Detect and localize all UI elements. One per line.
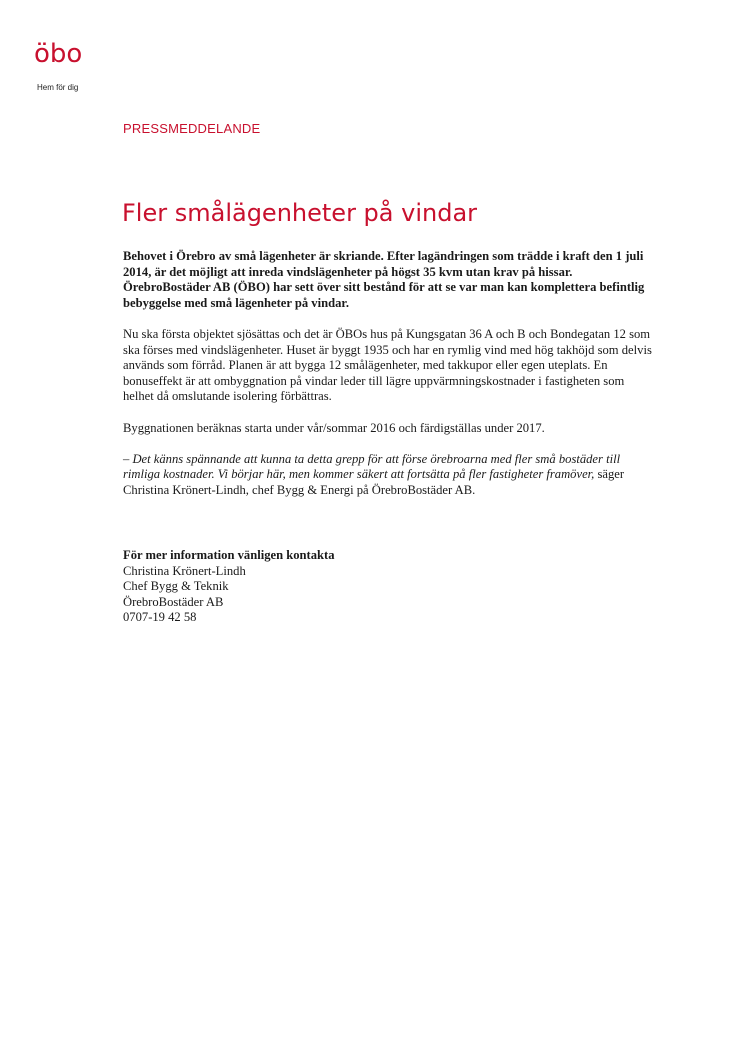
logo-mark: öbo — [34, 39, 83, 69]
contact-company: ÖrebroBostäder AB — [123, 594, 224, 609]
article-body — [123, 249, 653, 514]
contact-role: Chef Bygg & Teknik — [123, 579, 229, 594]
quote-paragraph — [123, 452, 653, 499]
contact-heading: För mer information vänligen kontakta — [123, 548, 335, 562]
body-paragraph-1: Nu ska första objektet sjösättas och det är ÖBOs hus på Kungsgatan 36 A och B och Bondegatan 12 som ska förses med vindslägenheter. Huset är byggt 1935 och har en rymlig vind med hög takhöjd som delvis används som förråd. Planen är att bygga 12 smålägenheter, med takkupor eller egen uteplats. En bonuseffekt är att ombyggnation på vindar leder till lägre uppvärmningskostnader i fastigheten som helhet då omslutande isolering förbättras. — [123, 326, 652, 404]
contact-name: Christina Krönert-Lindh — [123, 563, 246, 578]
body-paragraph-2: Byggnationen beräknas starta under vår/sommar 2016 och färdigställas under 2017. — [123, 420, 545, 435]
lead-paragraph: Behovet i Örebro av små lägenheter är skriande. Efter lagändringen som trädde i kraft den 1 juli 2014, är det möjligt att inreda vindslägenheter på högst 35 kvm utan krav på hissar. ÖrebroBostäder AB (ÖBO) har sett över sitt bestånd för att se var man kan komplettera befintlig bebyggelse med små lägenheter på vindar. — [123, 249, 645, 310]
obo-logo — [34, 40, 104, 96]
contact-block — [123, 548, 335, 626]
page-title: Fler smålägenheter på vindar — [122, 199, 478, 227]
quote-text: – Det känns spännande att kunna ta detta grepp för att förse örebroarna med fler små bostäder till rimliga kostnader. Vi börjar här, men kommer säkert att fortsätta på fler fastigheter framöver, — [123, 451, 621, 482]
quote-attribution: säger Christina Krönert-Lindh, chef Bygg & Energi på ÖrebroBostäder AB. — [123, 467, 625, 497]
logo-tagline: Hem för dig — [37, 83, 79, 92]
contact-phone: 0707-19 42 58 — [123, 610, 197, 625]
document-type-label: PRESSMEDDELANDE — [123, 121, 261, 136]
